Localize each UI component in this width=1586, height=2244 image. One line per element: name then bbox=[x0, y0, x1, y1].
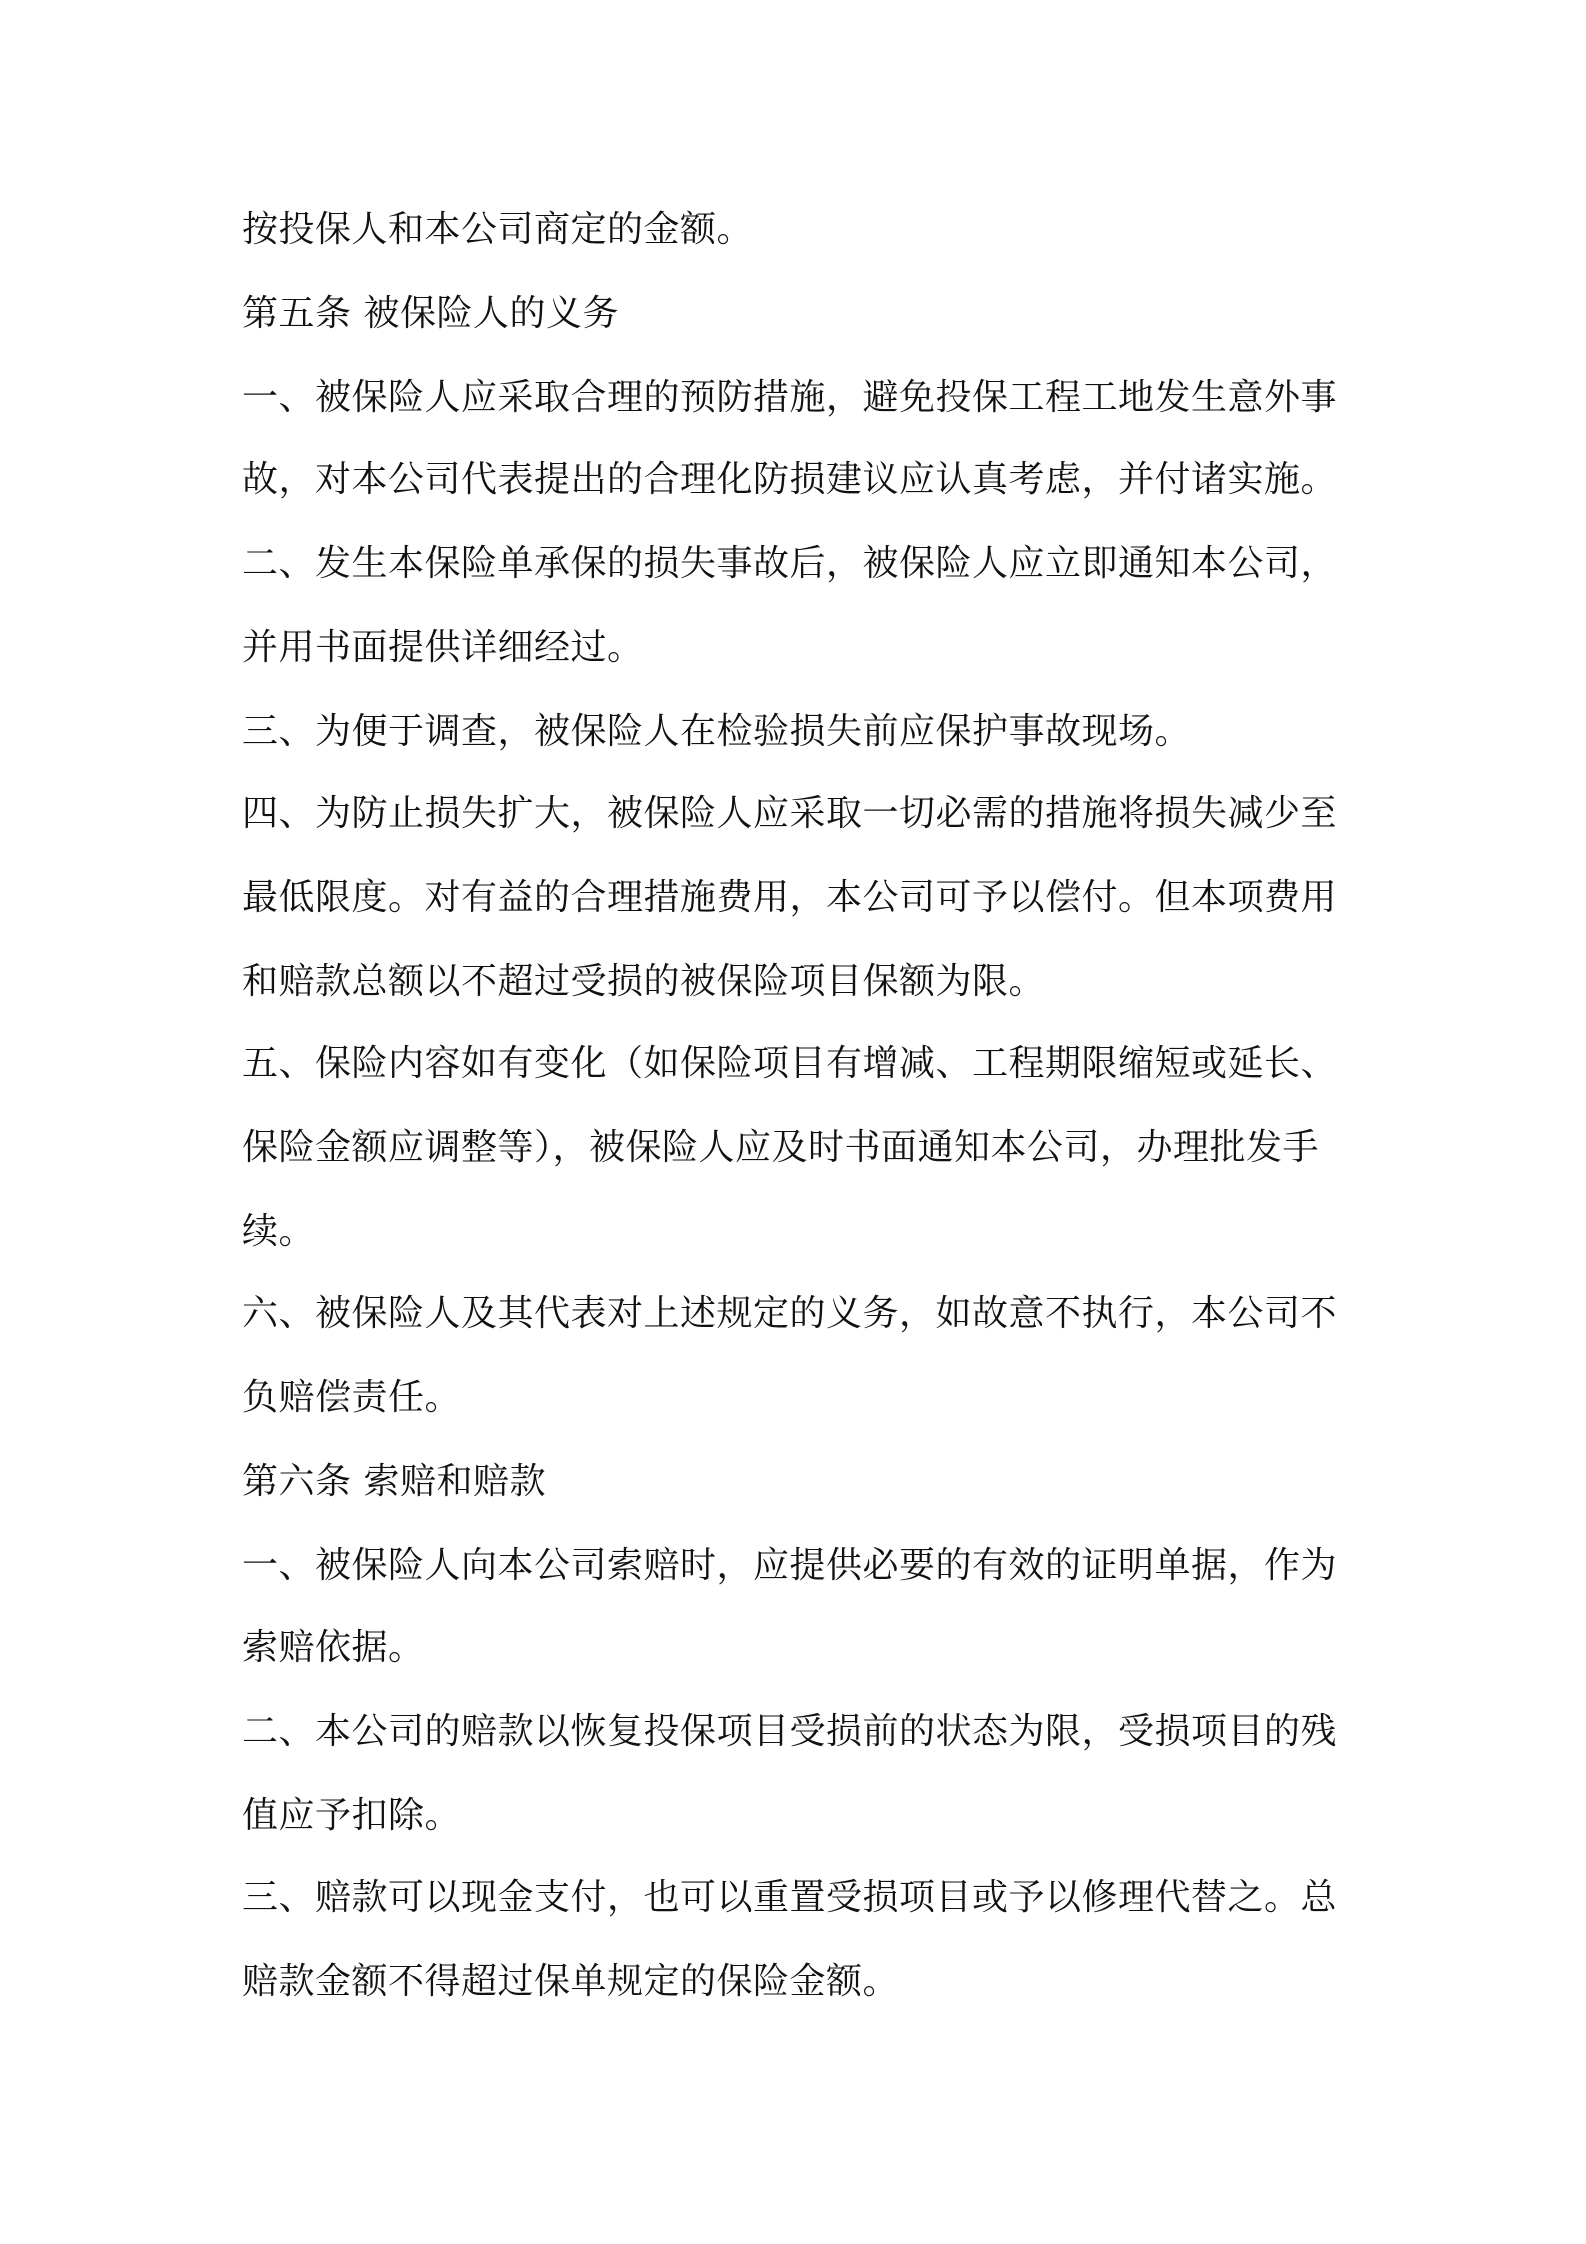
article-5-heading: 第五条 被保险人的义务 bbox=[242, 293, 619, 334]
text-line: 值应予扣除。 bbox=[242, 1795, 462, 1836]
text-line: 三、赔款可以现金支付，也可以重置受损项目或予以修理代替之。总 bbox=[242, 1877, 1338, 1918]
text-line: 一、被保险人向本公司索赔时，应提供必要的有效的证明单据，作为 bbox=[242, 1545, 1338, 1586]
text-line: 最低限度。对有益的合理措施费用，本公司可予以偿付。但本项费用 bbox=[242, 877, 1338, 918]
text-line: 六、被保险人及其代表对上述规定的义务，如故意不执行，本公司不 bbox=[242, 1293, 1338, 1334]
text-line: 二、发生本保险单承保的损失事故后，被保险人应立即通知本公司， bbox=[242, 543, 1338, 584]
text-line: 三、为便于调查，被保险人在检验损失前应保护事故现场。 bbox=[242, 711, 1192, 752]
text-line: 并用书面提供详细经过。 bbox=[242, 627, 644, 668]
text-line: 四、为防止损失扩大，被保险人应采取一切必需的措施将损失减少至 bbox=[242, 793, 1338, 834]
text-line: 保险金额应调整等），被保险人应及时书面通知本公司，办理批发手 bbox=[242, 1127, 1320, 1168]
text-line: 赔款金额不得超过保单规定的保险金额。 bbox=[242, 1961, 900, 2002]
text-line: 和赔款总额以不超过受损的被保险项目保额为限。 bbox=[242, 961, 1046, 1002]
text-line: 一、被保险人应采取合理的预防措施，避免投保工程工地发生意外事 bbox=[242, 377, 1338, 418]
text-line: 续。 bbox=[242, 1211, 316, 1252]
text-line: 索赔依据。 bbox=[242, 1627, 425, 1668]
text-line: 负赔偿责任。 bbox=[242, 1377, 462, 1418]
article-6-heading: 第六条 索赔和赔款 bbox=[242, 1461, 546, 1502]
text-line: 按投保人和本公司商定的金额。 bbox=[242, 209, 754, 250]
text-line: 二、本公司的赔款以恢复投保项目受损前的状态为限，受损项目的残 bbox=[242, 1711, 1338, 1752]
text-line: 故，对本公司代表提出的合理化防损建议应认真考虑，并付诸实施。 bbox=[242, 459, 1338, 500]
text-line: 五、保险内容如有变化（如保险项目有增减、工程期限缩短或延长、 bbox=[242, 1043, 1338, 1084]
